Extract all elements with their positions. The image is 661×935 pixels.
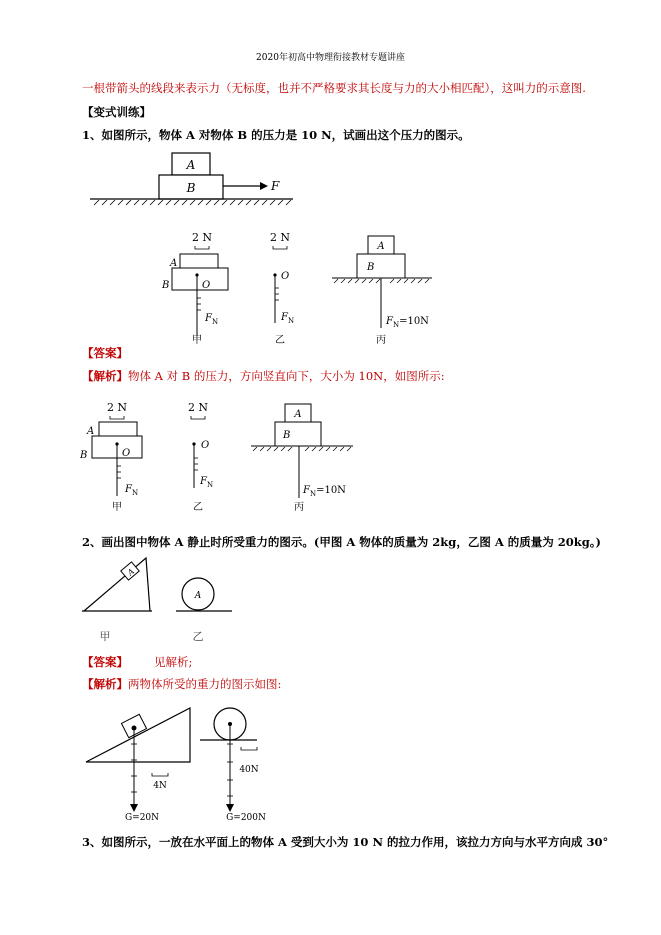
q1-analysis-subfigures <box>75 398 385 516</box>
q1-analysis <box>82 368 445 384</box>
label-b-bing-2: B <box>283 430 291 441</box>
label-b-bing: B <box>367 262 375 273</box>
scale-label-jia-2: 2 N <box>106 401 128 414</box>
scale-label-right: 40N <box>239 765 259 775</box>
scale-bar-yi <box>273 246 287 249</box>
q2-analysis <box>82 676 281 692</box>
q2-answer-text: 见解析; <box>154 655 193 669</box>
scale-label-jia: 2 N <box>191 231 213 244</box>
block-b-label: B <box>186 181 196 195</box>
block-b-jia <box>172 268 228 290</box>
caption-yi: 乙 <box>275 335 285 346</box>
q1-subfigures <box>150 228 450 346</box>
gravity-label-left: G=20N <box>124 813 160 823</box>
scale-bar-right <box>241 747 257 750</box>
label-fn-bing-2: $F_N=10N$ <box>303 485 346 498</box>
q1-figure <box>88 148 298 210</box>
caption-jia-2: 甲 <box>112 502 122 513</box>
q2-answer <box>82 654 192 670</box>
question-3: 3、如图所示，一放在水平面上的物体 A 受到大小为 10 N 的拉力作用，该拉力方向与水平方向成 30° <box>82 835 609 849</box>
q1-analysis-label: 【解析】 <box>82 369 128 383</box>
label-fn-jia: $F_N$ <box>205 313 219 326</box>
q2-figure <box>80 556 255 646</box>
scale-bar-left <box>152 773 168 776</box>
question-2: 2、画出图中物体 A 静止时所受重力的图示。(甲图 A 物体的质量为 2kg，乙图 A 的质量为 20kg。) <box>82 535 601 549</box>
block-a-jia-2 <box>99 422 137 436</box>
block-b-bing <box>357 254 405 278</box>
caption-jia: 甲 <box>192 335 202 346</box>
section-heading: 【变式训练】 <box>82 105 151 119</box>
force-label: F <box>271 179 280 193</box>
q2-analysis-label: 【解析】 <box>82 677 128 691</box>
caption-yi-2: 乙 <box>193 502 203 513</box>
scale-bar-jia <box>195 246 209 249</box>
scale-bar-jia-2 <box>110 416 124 419</box>
label-a-jia: A <box>170 258 178 269</box>
caption-jia-q2: 甲 <box>99 630 111 643</box>
caption-bing-2: 丙 <box>294 502 304 513</box>
q2-answer-label: 【答案】 <box>82 655 128 669</box>
label-a-jia-2: A <box>87 426 95 437</box>
gravity-label-right: G=200N <box>226 813 266 823</box>
label-o-yi-2: O <box>201 440 210 451</box>
label-fn-yi: $F_N$ <box>281 312 295 325</box>
force-arrowhead <box>260 182 268 190</box>
incline <box>84 558 150 611</box>
label-a-ball: A <box>194 591 202 601</box>
label-o-jia-2: O <box>122 448 131 459</box>
gravity-arrowhead-left <box>130 804 138 812</box>
label-b-jia-2: B <box>80 450 88 461</box>
caption-bing: 丙 <box>376 335 386 346</box>
label-fn-jia-2: $F_N$ <box>125 484 139 497</box>
gravity-arrowhead-right <box>226 804 234 812</box>
q1-analysis-text: 物体 A 对 B 的压力，方向竖直向下，大小为 10N，如图所示: <box>128 369 445 383</box>
label-a-bing: A <box>377 241 385 252</box>
block-a-label: A <box>186 158 196 172</box>
block-a-jia <box>180 254 218 268</box>
label-b-jia: B <box>162 280 170 291</box>
page-header: 2020年初高中物理衔接教材专题讲座 <box>256 53 405 63</box>
scale-bar-yi-2 <box>191 416 205 419</box>
ground-hatch <box>94 200 291 205</box>
block-b-bing-2 <box>275 422 321 446</box>
scale-label-yi: 2 N <box>269 231 291 244</box>
scale-label-left: 4N <box>153 781 167 791</box>
scale-label-yi-2: 2 N <box>187 401 209 414</box>
label-a-incline: A <box>125 566 137 578</box>
q1-answer-label: 【答案】 <box>82 346 128 360</box>
label-o-yi: O <box>281 271 290 282</box>
question-1: 1、如图所示，物体 A 对物体 B 的压力是 10 N，试画出这个压力的图示。 <box>82 128 470 142</box>
label-o-jia: O <box>202 280 211 291</box>
label-a-bing-2: A <box>294 409 302 420</box>
caption-yi-q2: 乙 <box>192 630 204 643</box>
label-fn-bing: $F_N=10N$ <box>386 316 429 329</box>
intro-text: 一根带箭头的线段来表示力（无标度，也并不严格要求其长度与力的大小相匹配），这叫力的示意图. <box>82 81 586 95</box>
label-fn-yi-2: $F_N$ <box>200 476 214 489</box>
q2-analysis-text: 两物体所受的重力的图示如图: <box>128 677 282 691</box>
q2-answer-figure <box>82 700 297 828</box>
